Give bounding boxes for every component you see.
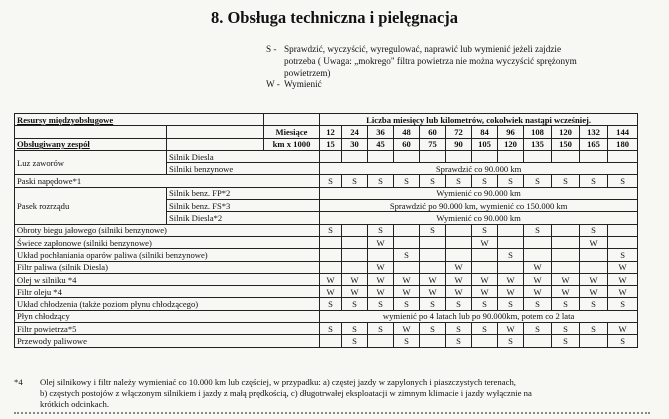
schedule-cell: S — [342, 298, 368, 310]
blank-cell — [167, 138, 264, 150]
schedule-cell — [580, 150, 608, 162]
schedule-cell: W — [608, 261, 638, 273]
row-sublabel: Silnik Diesla — [167, 150, 320, 162]
schedule-cell: S — [394, 249, 420, 261]
row-sublabel: Silnik benz. FP*2 — [167, 187, 320, 199]
schedule-cell: S — [368, 323, 394, 335]
schedule-cell: W — [472, 286, 498, 298]
span-instruction: wymienić po 4 latach lub po 90.000km, potem co 2 lata — [320, 310, 638, 322]
row-label: Filtr powietrza*5 — [15, 323, 320, 335]
span-instruction: Wymienić co 90.000 km — [320, 212, 638, 224]
schedule-cell: W — [394, 323, 420, 335]
schedule-cell: S — [472, 224, 498, 236]
schedule-cell — [552, 236, 580, 248]
schedule-cell — [420, 335, 446, 347]
legend-item-w — [266, 79, 636, 91]
km-value: 165 — [580, 138, 608, 150]
km-value: 60 — [394, 138, 420, 150]
schedule-cell — [420, 261, 446, 273]
schedule-cell: W — [498, 323, 524, 335]
span-instruction: Sprawdzić po 90.000 km, wymienić co 150.000 km — [320, 200, 638, 212]
schedule-cell — [524, 335, 552, 347]
schedule-cell — [498, 236, 524, 248]
schedule-cell: S — [394, 175, 420, 187]
schedule-cell — [608, 150, 638, 162]
legend-text: Sprawdzić, wyczyścić, wyregulować, naprawić lub wymienić jeżeli zajdzie — [284, 44, 562, 54]
schedule-row-paski — [15, 175, 638, 187]
footnote-4 — [14, 377, 644, 410]
schedule-cell: S — [368, 298, 394, 310]
schedule-cell — [420, 236, 446, 248]
months-label: Miesiące — [264, 126, 320, 138]
footnote-text: Olej silnikowy i filtr należy wymieniać co 10.000 km lub częściej, w przypadku: a) częstej jazdy w zapylonych i piaszczystych terenach, — [40, 377, 516, 387]
schedule-cell: W — [446, 273, 472, 285]
schedule-cell — [580, 261, 608, 273]
km-value: 150 — [552, 138, 580, 150]
schedule-cell: S — [552, 323, 580, 335]
schedule-cell — [524, 236, 552, 248]
schedule-cell — [580, 335, 608, 347]
schedule-cell: S — [446, 335, 472, 347]
schedule-cell: W — [608, 323, 638, 335]
km-value: 45 — [368, 138, 394, 150]
month-value: 24 — [342, 126, 368, 138]
blank-cell — [15, 126, 167, 138]
schedule-cell: S — [446, 323, 472, 335]
schedule-cell — [472, 150, 498, 162]
schedule-cell — [368, 335, 394, 347]
legend-text: Wymienić — [284, 79, 322, 90]
blank-cell — [167, 126, 264, 138]
header-row — [15, 114, 638, 126]
schedule-cell: S — [420, 175, 446, 187]
schedule-cell: S — [524, 323, 552, 335]
schedule-cell: W — [552, 286, 580, 298]
schedule-cell: W — [552, 273, 580, 285]
month-value: 60 — [420, 126, 446, 138]
schedule-row-pasek_fp — [15, 187, 638, 199]
schedule-cell: S — [420, 323, 446, 335]
page-title: 8. Obsługa techniczna i pielęgnacja — [210, 8, 459, 27]
schedule-cell: S — [472, 298, 498, 310]
legend-text: powietrzem) — [284, 67, 331, 78]
schedule-cell — [342, 261, 368, 273]
schedule-row-swiece — [15, 236, 638, 248]
legend-text: potrzeba ( Uwaga: „mokrego" filtra powietrza nie można wyczyścić sprężonym — [284, 55, 577, 66]
schedule-cell: W — [498, 273, 524, 285]
schedule-cell: S — [498, 249, 524, 261]
schedule-cell — [394, 150, 420, 162]
month-value: 48 — [394, 126, 420, 138]
month-value: 36 — [368, 126, 394, 138]
schedule-cell — [446, 224, 472, 236]
row-group-label: Obsługiwany zespół — [15, 138, 167, 150]
schedule-cell: W — [420, 286, 446, 298]
schedule-cell — [394, 224, 420, 236]
row-label: Filtr paliwa (silnik Diesla) — [15, 261, 320, 273]
schedule-cell — [472, 249, 498, 261]
schedule-cell — [420, 150, 446, 162]
schedule-cell: S — [368, 224, 394, 236]
schedule-cell: W — [320, 286, 342, 298]
row-label: Układ chłodzenia (także poziom płynu chłodzącego) — [15, 298, 320, 310]
month-value: 120 — [552, 126, 580, 138]
schedule-cell — [498, 261, 524, 273]
schedule-cell: S — [342, 323, 368, 335]
schedule-row-chlodzenie — [15, 298, 638, 310]
schedule-cell: S — [524, 175, 552, 187]
schedule-row-filtr_pow — [15, 323, 638, 335]
schedule-cell: W — [524, 261, 552, 273]
schedule-cell — [608, 224, 638, 236]
schedule-cell — [342, 150, 368, 162]
schedule-cell — [320, 150, 342, 162]
schedule-cell: S — [608, 298, 638, 310]
schedule-cell: S — [524, 298, 552, 310]
schedule-cell: S — [498, 175, 524, 187]
schedule-cell: S — [446, 175, 472, 187]
schedule-row-obroty — [15, 224, 638, 236]
schedule-cell: S — [394, 298, 420, 310]
schedule-cell: W — [368, 236, 394, 248]
row-label: Filtr oleju *4 — [15, 286, 320, 298]
row-label: Luz zaworów — [15, 150, 167, 175]
footnote-text: krótkich odcinkach. — [40, 399, 109, 409]
km-value: 180 — [608, 138, 638, 150]
month-value: 132 — [580, 126, 608, 138]
schedule-cell: S — [320, 175, 342, 187]
row-label: Obroty biegu jałowego (silniki benzynowe) — [15, 224, 320, 236]
schedule-cell — [580, 249, 608, 261]
schedule-cell: W — [472, 236, 498, 248]
schedule-cell — [342, 224, 368, 236]
schedule-cell — [320, 335, 342, 347]
month-value: 12 — [320, 126, 342, 138]
km-value: 135 — [524, 138, 552, 150]
legend — [266, 44, 636, 91]
schedule-cell — [472, 335, 498, 347]
schedule-cell: S — [472, 323, 498, 335]
header-resources: Resursy międzyobsługowe — [15, 114, 264, 126]
schedule-cell: S — [608, 335, 638, 347]
maintenance-schedule-table — [14, 113, 638, 348]
schedule-cell: S — [608, 249, 638, 261]
schedule-row-przewody — [15, 335, 638, 347]
schedule-cell — [320, 236, 342, 248]
header-interval: Liczba miesięcy lub kilometrów, cokolwiek nastąpi wcześniej. — [320, 114, 638, 126]
km-value: 90 — [446, 138, 472, 150]
schedule-cell — [446, 236, 472, 248]
schedule-cell: S — [420, 224, 446, 236]
schedule-row-luz_diesel — [15, 150, 638, 162]
schedule-row-filtr_paliwa — [15, 261, 638, 273]
schedule-cell: S — [552, 298, 580, 310]
schedule-cell — [368, 249, 394, 261]
schedule-cell — [394, 236, 420, 248]
schedule-cell: W — [368, 286, 394, 298]
row-label: Przewody paliwowe — [15, 335, 320, 347]
header-spacer — [264, 114, 320, 126]
schedule-cell: S — [498, 298, 524, 310]
schedule-cell — [320, 261, 342, 273]
schedule-cell — [552, 224, 580, 236]
km-value: 30 — [342, 138, 368, 150]
schedule-cell: S — [524, 224, 552, 236]
month-value: 84 — [472, 126, 498, 138]
schedule-cell: S — [552, 175, 580, 187]
schedule-cell: S — [320, 323, 342, 335]
km-value: 105 — [472, 138, 498, 150]
schedule-cell — [524, 150, 552, 162]
schedule-row-plyn — [15, 310, 638, 322]
schedule-cell: W — [472, 273, 498, 285]
row-label: Paski napędowe*1 — [15, 175, 320, 187]
schedule-cell: W — [368, 261, 394, 273]
km-value: 75 — [420, 138, 446, 150]
km-row — [15, 138, 638, 150]
schedule-cell: S — [580, 323, 608, 335]
footnote-key: *4 — [14, 377, 23, 387]
schedule-cell — [498, 224, 524, 236]
schedule-cell: S — [342, 175, 368, 187]
span-instruction: Sprawdzić co 90.000 km — [320, 163, 638, 175]
schedule-cell — [342, 249, 368, 261]
row-sublabel: Silnik Diesla*2 — [167, 212, 320, 224]
km-label: km x 1000 — [264, 138, 320, 150]
schedule-cell: W — [342, 286, 368, 298]
row-label: Świece zapłonowe (silniki benzynowe) — [15, 236, 320, 248]
schedule-cell: W — [420, 273, 446, 285]
schedule-cell: W — [580, 286, 608, 298]
schedule-cell: W — [524, 273, 552, 285]
schedule-cell — [552, 150, 580, 162]
schedule-cell: W — [446, 261, 472, 273]
schedule-cell: S — [420, 298, 446, 310]
schedule-cell — [552, 249, 580, 261]
schedule-cell: W — [580, 273, 608, 285]
row-sublabel: Silnik benz. FS*3 — [167, 200, 320, 212]
month-value: 108 — [524, 126, 552, 138]
row-label: Pasek rozrządu — [15, 187, 167, 224]
schedule-cell — [446, 249, 472, 261]
schedule-cell: W — [498, 286, 524, 298]
schedule-cell: S — [498, 335, 524, 347]
schedule-cell: W — [608, 286, 638, 298]
schedule-cell: W — [342, 273, 368, 285]
schedule-row-filtr_oleju — [15, 286, 638, 298]
schedule-cell — [498, 150, 524, 162]
schedule-row-uklad_pochl — [15, 249, 638, 261]
schedule-cell: W — [394, 273, 420, 285]
schedule-cell: S — [320, 224, 342, 236]
schedule-cell — [394, 261, 420, 273]
schedule-cell — [420, 249, 446, 261]
schedule-cell: W — [580, 236, 608, 248]
footnote-text: b) częstych postojów z włączonym silnikiem i jazdy z małą prędkością, c) długotrwałej eksploatacji w zimnym klimacie i jazdy wyłącznie na — [40, 388, 532, 398]
schedule-cell: S — [608, 175, 638, 187]
span-instruction: Wymienić co 90.000 km — [320, 187, 638, 199]
month-value: 144 — [608, 126, 638, 138]
row-sublabel: Silniki benzynowe — [167, 163, 320, 175]
schedule-row-olej — [15, 273, 638, 285]
schedule-cell: S — [342, 335, 368, 347]
schedule-cell: S — [580, 298, 608, 310]
schedule-cell — [472, 261, 498, 273]
schedule-cell — [342, 236, 368, 248]
cut-off-line — [14, 412, 650, 419]
schedule-cell: S — [552, 335, 580, 347]
month-value: 72 — [446, 126, 472, 138]
schedule-cell: W — [394, 286, 420, 298]
footnotes — [14, 377, 644, 410]
schedule-cell: S — [580, 175, 608, 187]
schedule-cell: W — [320, 273, 342, 285]
schedule-cell: W — [608, 273, 638, 285]
schedule-cell — [446, 150, 472, 162]
schedule-cell: S — [320, 298, 342, 310]
legend-key: W - — [266, 79, 280, 90]
schedule-cell — [524, 249, 552, 261]
legend-key: S - — [266, 44, 277, 54]
km-value: 120 — [498, 138, 524, 150]
schedule-cell — [368, 150, 394, 162]
month-value: 96 — [498, 126, 524, 138]
schedule-cell: S — [394, 335, 420, 347]
schedule-cell: W — [524, 286, 552, 298]
months-row — [15, 126, 638, 138]
schedule-cell: W — [446, 286, 472, 298]
row-label: Układ pochłaniania oparów paliwa (silniki benzynowe) — [15, 249, 320, 261]
schedule-cell: S — [580, 224, 608, 236]
legend-item-s — [266, 44, 636, 79]
km-value: 15 — [320, 138, 342, 150]
schedule-cell: S — [368, 175, 394, 187]
schedule-cell — [320, 249, 342, 261]
row-label: Olej w silniku *4 — [15, 273, 320, 285]
schedule-cell: W — [368, 273, 394, 285]
schedule-cell: S — [472, 175, 498, 187]
schedule-cell — [608, 236, 638, 248]
schedule-cell: S — [446, 298, 472, 310]
row-label: Płyn chłodzący — [15, 310, 320, 322]
schedule-cell — [552, 261, 580, 273]
